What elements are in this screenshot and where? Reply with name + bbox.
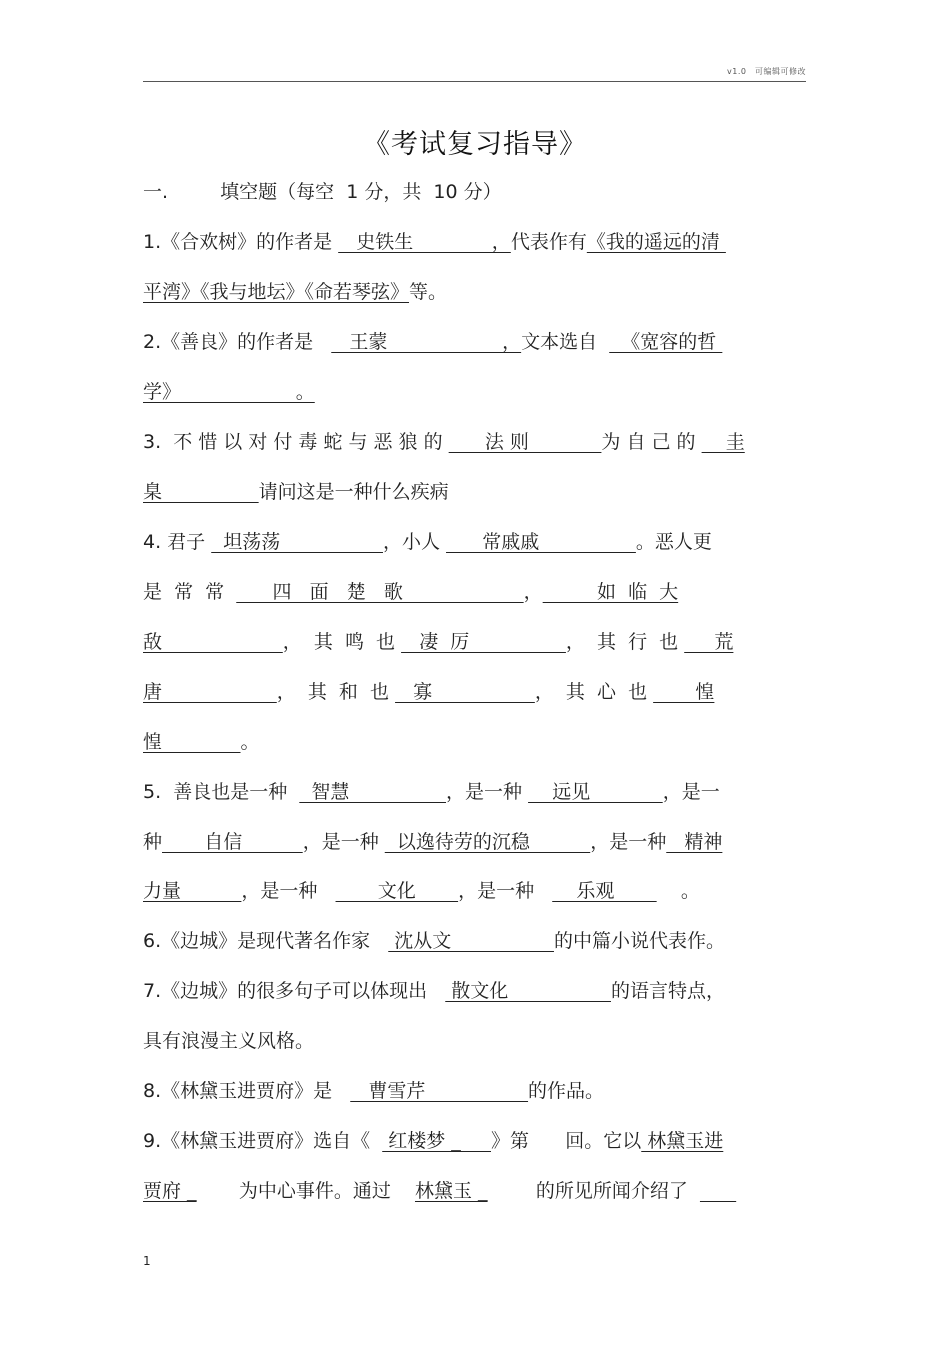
question-9-line-2 [143,1178,807,1204]
q5-answer: 乐观 [552,880,657,902]
q2-text: 2.《善良》的作者是 [143,331,332,353]
question-7-line-2 [143,1028,807,1054]
q4-answer: 惶 [653,681,715,703]
q4-answer: 四 面 楚 歌 [236,581,524,603]
question-2-line-1 [143,329,807,355]
question-9-line-1 [143,1128,807,1154]
q4-answer: 坦荡荡 [211,531,383,553]
header-note: v1.0 可编辑可修改 [727,67,806,76]
question-5-line-3 [143,878,807,904]
q7-text: 7.《边城》的很多句子可以体现出 [143,980,446,1002]
q1-answer: 平湾》《我与地坛》《命若琴弦》 [143,281,410,303]
q5-text: ，是一种 [446,781,529,803]
section-number: 一. [143,181,169,203]
q5-answer: 力量 [143,880,242,902]
q9-answer: 林黛玉 _ [414,1180,488,1202]
q2-answer: 学》 。 [143,381,315,403]
q9-text: 9.《林黛玉进贾府》选自《 [143,1130,383,1152]
q3-answer: 法 则 [448,431,602,453]
q4-answer: 凄 厉 [401,631,566,653]
q1-answer: 《我的遥远的清 [586,231,726,253]
question-8 [143,1078,807,1104]
q1-answer: 史铁生 ， [338,231,511,253]
q4-answer: 荒 [684,631,734,653]
q8-text: 8.《林黛玉进贾府》是 [143,1080,351,1102]
question-4-line-1 [143,529,807,555]
q5-text: 种 [143,831,163,853]
q5-text: ，是一种 [590,831,667,853]
q3-answer: 圭 [701,431,745,453]
question-3-line-1 [143,429,807,455]
q4-answer: 如 临 大 [542,581,679,603]
q8-answer: 曹雪芹 [350,1080,529,1102]
q4-text: 。 [240,731,260,753]
q5-answer: 远见 [528,781,663,803]
q9-answer: 林黛玉进 [641,1130,724,1152]
q4-answer: 敌 [143,631,283,653]
q7-answer: 散文化 [445,980,611,1002]
q4-text: 。恶人更 [635,531,712,553]
question-5-line-1 [143,779,807,805]
q2-text: 文本选自 [521,331,610,353]
q4-text: ，小人 [382,531,447,553]
q9-text: 为中心事件。通过 [196,1180,415,1202]
q9-text: 》第 回。它以 [491,1130,642,1152]
q9-answer: 贾府 _ [143,1180,197,1202]
q2-answer: 《宽容的哲 [609,331,723,353]
q1-text: 1.《合欢树》的作者是 [143,231,339,253]
question-1-line-1 [143,229,807,255]
q5-text: ，是一种 [458,880,553,902]
question-4-line-4 [143,679,807,705]
q4-text: ， 其 行 也 [565,631,685,653]
q4-answer: 常戚戚 [446,531,636,553]
q4-text: 4. 君子 [143,531,212,553]
q4-answer: 唐 [143,681,277,703]
question-7-line-1 [143,978,807,1004]
q5-text: ，是一种 [241,880,336,902]
q3-text: 3. 不 惜 以 对 付 毒 蛇 与 恶 狼 的 [143,431,449,453]
q5-text: ，是一 [662,781,720,803]
q3-answer: 臬 [143,481,259,503]
q5-text: 。 [656,880,700,902]
question-5-line-2 [143,829,807,855]
question-6 [143,928,807,954]
q8-text: 的作品。 [528,1080,605,1102]
q1-text: 代表作有 [510,231,587,253]
q5-answer: 文化 [335,880,459,902]
q5-answer: 精神 [666,831,723,853]
section-heading [143,179,807,205]
q9-answer: 红楼梦 _ [382,1130,491,1152]
q7-text: 的语言特点， [610,980,725,1002]
q4-answer: 惶 [143,731,241,753]
section-label: 填空题（每空 1 分，共 10 分） [220,181,502,203]
q4-text: 是 常 常 [143,581,237,603]
question-4-line-5 [143,729,807,755]
q4-text: ， 其 鸣 也 [282,631,402,653]
q5-answer: 以逸待劳的沉稳 [384,831,591,853]
q3-text: 为 自 己 的 [601,431,702,453]
q1-text: 等。 [409,281,448,303]
q5-answer: 自信 [162,831,303,853]
q3-text: 请问这是一种什么疾病 [258,481,449,503]
q7-text: 具有浪漫主义风格。 [143,1030,315,1052]
document-title: 《考试复习指导》 [363,129,587,160]
q5-text: 5. 善良也是一种 [143,781,300,803]
question-3-line-2 [143,479,807,505]
q5-text: ，是一种 [302,831,385,853]
q4-answer: 寡 [395,681,535,703]
page-number: 1 [143,1254,151,1268]
question-4-line-2 [143,579,807,605]
q9-answer [700,1180,736,1202]
question-4-line-3 [143,629,807,655]
question-1-line-2 [143,279,807,305]
q9-text: 的所见所闻介绍了 [487,1180,700,1202]
question-2-line-2 [143,379,807,405]
q2-answer: 王蒙 ， [331,331,522,353]
q6-answer: 沈从文 [388,930,554,952]
q4-text: ， 其 和 也 [276,681,396,703]
q4-text: ， [523,581,543,603]
q6-text: 的中篇小说代表作。 [553,930,725,952]
q5-answer: 智慧 [299,781,447,803]
q4-text: ， 其 心 也 [534,681,654,703]
header-rule [143,81,806,82]
q6-text: 6.《边城》是现代著名作家 [143,930,389,952]
